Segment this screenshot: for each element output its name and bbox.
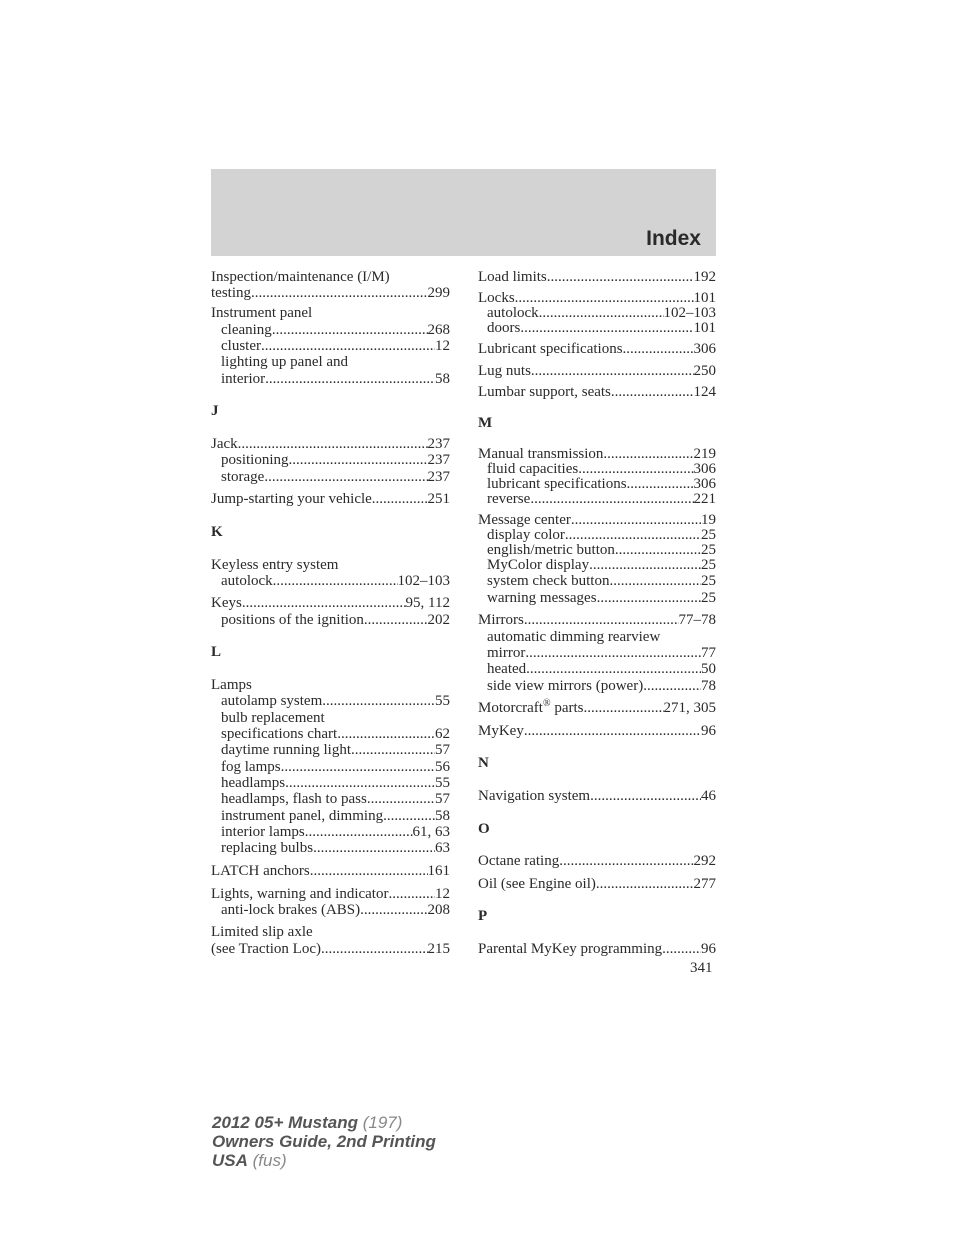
- entry-keyless: Keyless entry system: [211, 557, 339, 573]
- entry-mirrors: Mirrors ..... 77–78: [478, 612, 716, 628]
- entry-jack-positioning: positioning ..... 237: [221, 452, 450, 468]
- entry-locks-doors: doors ..... 101: [487, 320, 716, 336]
- entry-mirrors-heated: heated ..... 50: [487, 661, 716, 677]
- entry-mirrors-side: side view mirrors (power) ..... 78: [487, 678, 716, 694]
- entry-keys-positions: positions of the ignition ..... 202: [221, 612, 450, 628]
- index-header-bar: [211, 169, 716, 256]
- footer-line-2: Owners Guide, 2nd Printing: [212, 1132, 436, 1151]
- entry-keys: Keys ..... 95, 112: [211, 595, 450, 611]
- entry-lamps-bulb: bulb replacement: [221, 710, 325, 726]
- entry-latch: LATCH anchors ..... 161: [211, 863, 450, 879]
- entry-limited-slip: Limited slip axle: [211, 924, 313, 940]
- entry-jack-storage: storage ..... 237: [221, 469, 450, 485]
- entry-lamps-headlamps: headlamps ..... 55: [221, 775, 450, 791]
- section-letter-l: L: [211, 644, 222, 660]
- entry-motorcraft: Motorcraft® parts ..... 271, 305: [478, 700, 716, 716]
- page-number: 341: [690, 960, 713, 976]
- entry-mc-display: display color ..... 25: [487, 527, 716, 543]
- entry-manual-transmission: Manual transmission ..... 219: [478, 446, 716, 462]
- entry-load-limits: Load limits ..... 192: [478, 269, 716, 285]
- entry-mt-lubricant: lubricant specifications ..... 306: [487, 476, 716, 492]
- entry-lamps-autolamp: autolamp system ..... 55: [221, 693, 450, 709]
- entry-locks: Locks ..... 101: [478, 290, 716, 306]
- entry-jump-starting: Jump-starting your vehicle ..... 251: [211, 491, 450, 507]
- entry-lumbar: Lumbar support, seats ..... 124: [478, 384, 716, 400]
- index-title: Index: [646, 227, 701, 250]
- entry-traction-loc: (see Traction Loc) ..... 215: [211, 941, 450, 957]
- entry-mirrors-auto: automatic dimming rearview: [487, 629, 661, 645]
- entry-lamps-replacing: replacing bulbs ..... 63: [221, 840, 450, 856]
- entry-instrument-panel: Instrument panel: [211, 305, 313, 321]
- entry-ip-lighting: lighting up panel and: [221, 354, 349, 370]
- entry-mc-system: system check button ..... 25: [487, 573, 716, 589]
- section-letter-j: J: [211, 403, 219, 419]
- entry-navigation: Navigation system ..... 46: [478, 788, 716, 804]
- entry-keyless-autolock: autolock ..... 102–103: [221, 573, 450, 589]
- entry-mirrors-mirror: mirror ..... 77: [487, 645, 716, 661]
- entry-lamps-specs: specifications chart ..... 62: [221, 726, 450, 742]
- entry-mykey: MyKey ..... 96: [478, 723, 716, 739]
- entry-ip-interior: interior ..... 58: [221, 371, 450, 387]
- section-letter-o: O: [478, 821, 490, 837]
- section-letter-k: K: [211, 524, 223, 540]
- entry-message-center: Message center ..... 19: [478, 512, 716, 528]
- entry-mc-warning: warning messages ..... 25: [487, 590, 716, 606]
- entry-mt-reverse: reverse ..... 221: [487, 491, 716, 507]
- section-letter-n: N: [478, 755, 489, 771]
- entry-lights-warning: Lights, warning and indicator ..... 12: [211, 886, 450, 902]
- entry-ip-cleaning: cleaning ..... 268: [221, 322, 450, 338]
- entry-locks-autolock: autolock ..... 102–103: [487, 305, 716, 321]
- entry-jack: Jack ..... 237: [211, 436, 450, 452]
- footer-line-1: 2012 05+ Mustang (197): [212, 1113, 403, 1132]
- footer-line-3: USA (fus): [212, 1151, 287, 1170]
- entry-octane: Octane rating ..... 292: [478, 853, 716, 869]
- entry-ip-cluster: cluster ..... 12: [221, 338, 450, 354]
- entry-inspection: testing ..... 299: [211, 285, 450, 301]
- entry-lamps: Lamps: [211, 677, 252, 693]
- entry-mt-fluid: fluid capacities ..... 306: [487, 461, 716, 477]
- section-letter-p: P: [478, 908, 488, 924]
- entry-mc-mycolor: MyColor display ..... 25: [487, 557, 716, 573]
- entry-oil: Oil (see Engine oil) ..... 277: [478, 876, 716, 892]
- entry-lamps-drl: daytime running light ..... 57: [221, 742, 450, 758]
- entry-lug-nuts: Lug nuts ..... 250: [478, 363, 716, 379]
- entry-lamps-interior: interior lamps ..... 61, 63: [221, 824, 450, 840]
- entry-lamps-fog: fog lamps ..... 56: [221, 759, 450, 775]
- entry-lubricant: Lubricant specifications ..... 306: [478, 341, 716, 357]
- entry-parental-mykey: Parental MyKey programming ..... 96: [478, 941, 716, 957]
- entry-lights-abs: anti-lock brakes (ABS) ..... 208: [221, 902, 450, 918]
- entry-mc-english: english/metric button ..... 25: [487, 542, 716, 558]
- document-footer: [212, 1113, 436, 1170]
- entry-lamps-flash: headlamps, flash to pass ..... 57: [221, 791, 450, 807]
- entry-inspection-line1: Inspection/maintenance (I/M): [211, 269, 390, 285]
- entry-lamps-dimming: instrument panel, dimming ..... 58: [221, 808, 450, 824]
- section-letter-m: M: [478, 415, 493, 431]
